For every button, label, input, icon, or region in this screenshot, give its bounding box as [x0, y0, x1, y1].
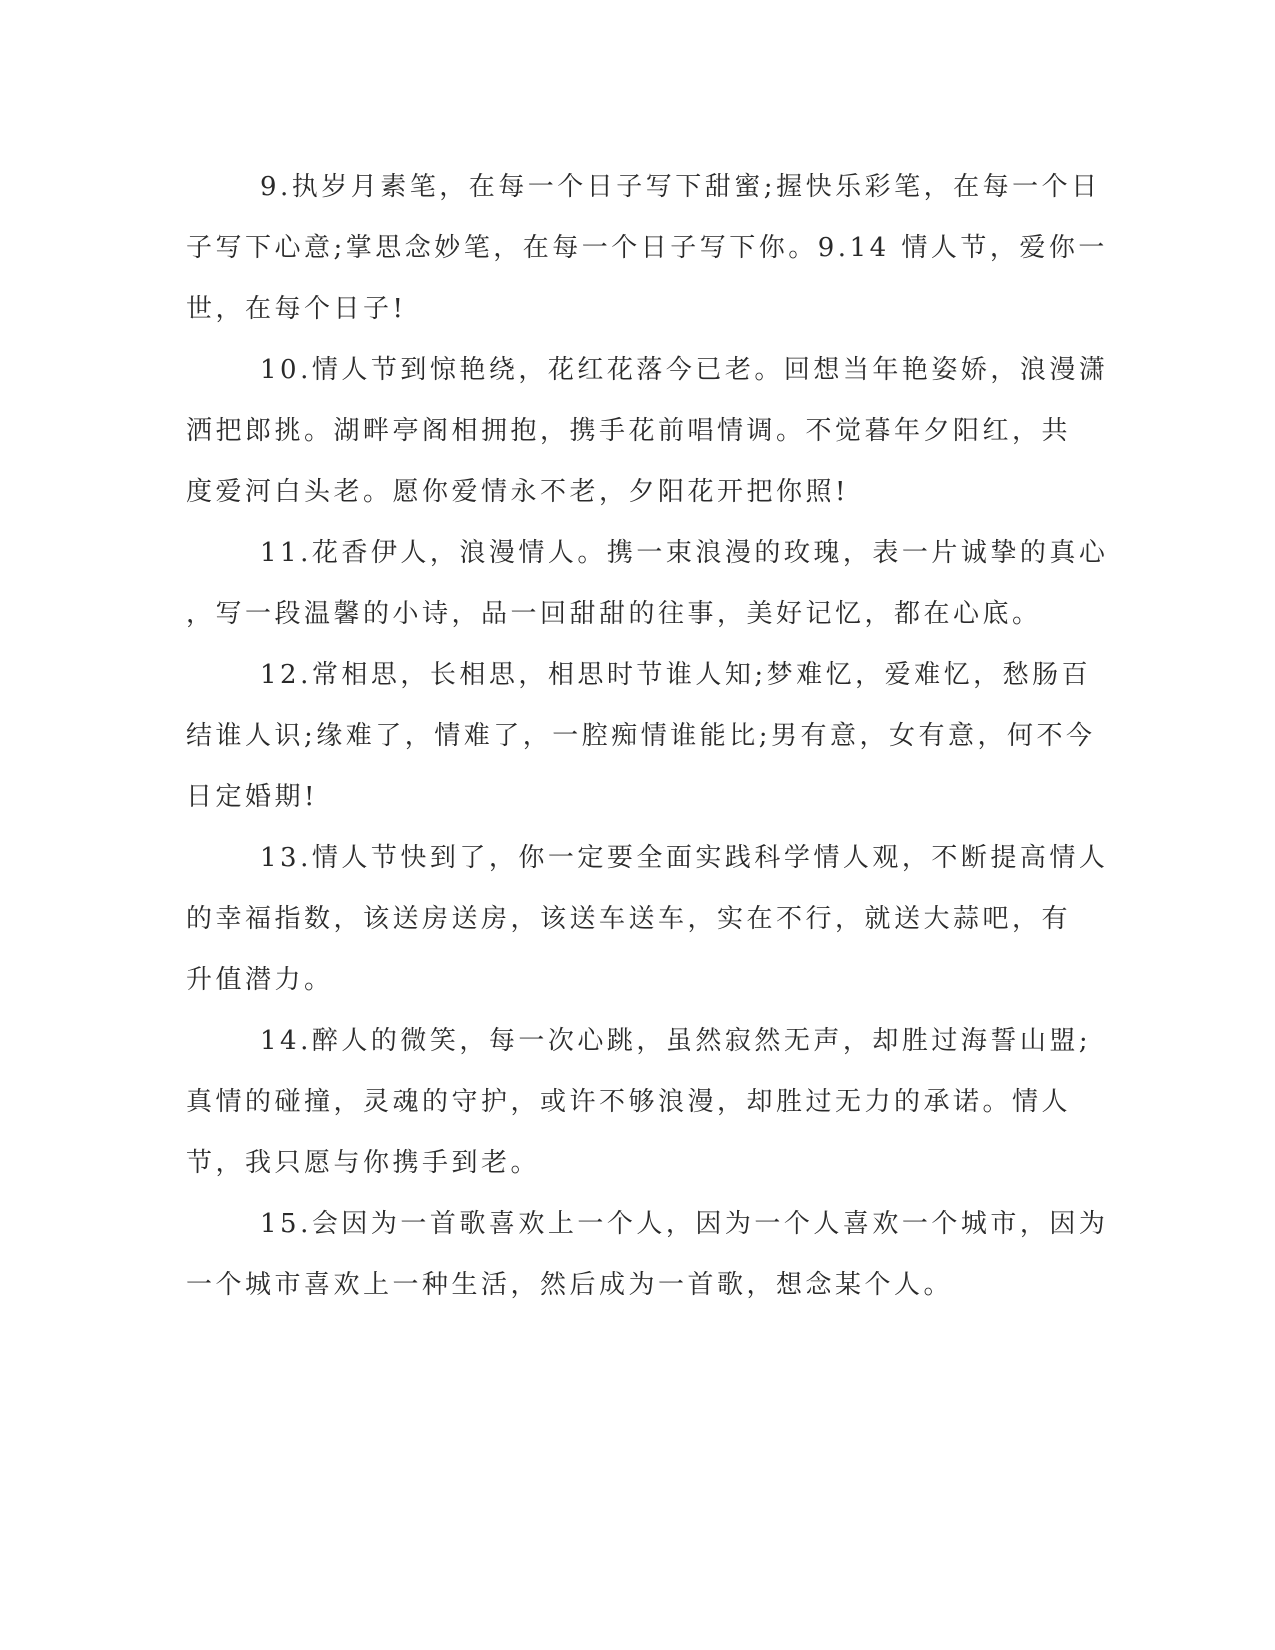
- paragraph-13: [186, 828, 1109, 1011]
- text-line: 结谁人识;缘难了，情难了，一腔痴情谁能比;男有意，女有意，何不今: [186, 721, 1096, 751]
- text-line: 升值潜力。: [186, 965, 334, 995]
- text-line: 14.醉人的微笑，每一次心跳，虽然寂然无声，却胜过海誓山盟;: [260, 1026, 1092, 1056]
- text-line: 子写下心意;掌思念妙笔，在每一个日子写下你。9.14 情人节，爱你一: [186, 233, 1108, 263]
- paragraph-11: [186, 523, 1109, 645]
- text-line: 12.常相思，长相思，相思时节谁人知;梦难忆，爱难忆，愁肠百: [260, 660, 1092, 690]
- document-body: [186, 157, 1109, 1316]
- text-line: 真情的碰撞，灵魂的守护，或许不够浪漫，却胜过无力的承诺。情人: [186, 1087, 1072, 1117]
- paragraph-14: [186, 1011, 1092, 1194]
- paragraph-9: [186, 157, 1108, 340]
- text-line: 度爱河白头老。愿你爱情永不老，夕阳花开把你照!: [186, 477, 849, 507]
- text-line: 11.花香伊人，浪漫情人。携一束浪漫的玫瑰，表一片诚挚的真心: [260, 538, 1109, 568]
- text-line: 节，我只愿与你携手到老。: [186, 1148, 541, 1178]
- text-line: 洒把郎挑。湖畔亭阁相拥抱，携手花前唱情调。不觉暮年夕阳红，共: [186, 416, 1072, 446]
- text-line: 10.情人节到惊艳绕，花红花落今已老。回想当年艳姿娇，浪漫潇: [260, 355, 1109, 385]
- text-line: 世，在每个日子!: [186, 294, 407, 324]
- text-line: 的幸福指数，该送房送房，该送车送车，实在不行，就送大蒜吧，有: [186, 904, 1072, 934]
- text-line: 13.情人节快到了，你一定要全面实践科学情人观，不断提高情人: [260, 843, 1109, 873]
- paragraph-12: [186, 645, 1096, 828]
- text-line: ，写一段温馨的小诗，品一回甜甜的往事，美好记忆，都在心底。: [186, 599, 1042, 629]
- text-line: 一个城市喜欢上一种生活，然后成为一首歌，想念某个人。: [186, 1270, 954, 1300]
- text-line: 9.执岁月素笔，在每一个日子写下甜蜜;握快乐彩笔，在每一个日: [260, 172, 1101, 202]
- text-line: 日定婚期!: [186, 782, 318, 812]
- paragraph-15: [186, 1194, 1109, 1316]
- text-line: 15.会因为一首歌喜欢上一个人，因为一个人喜欢一个城市，因为: [260, 1209, 1109, 1239]
- paragraph-10: [186, 340, 1109, 523]
